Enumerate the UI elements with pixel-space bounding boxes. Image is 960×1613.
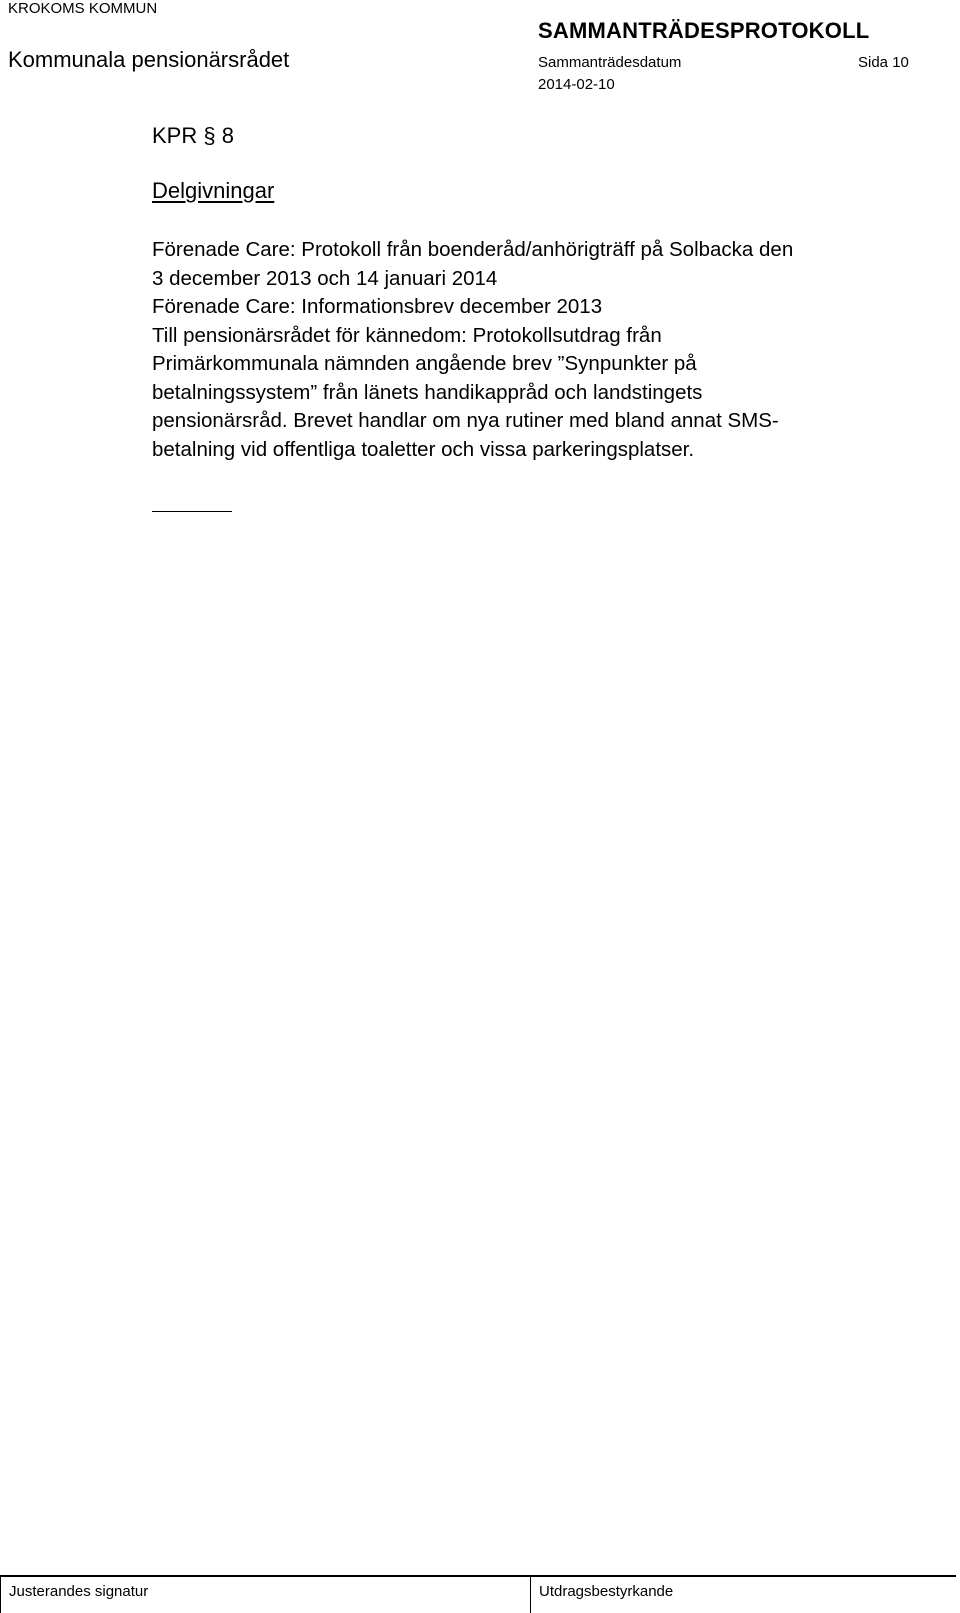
page-number: Sida 10 [858, 54, 909, 71]
body-line: pensionärsråd. Brevet handlar om nya rutiner med bland annat SMS- [152, 409, 779, 432]
signature-box [0, 1577, 531, 1613]
document-title: SAMMANTRÄDESPROTOKOLL [538, 18, 870, 43]
certification-box [530, 1577, 957, 1613]
body-line: betalningssystem” från länets handikappråd och landstingets [152, 380, 703, 404]
section-number: KPR § 8 [152, 123, 234, 148]
section-end-rule [152, 511, 232, 512]
meeting-date-label: Sammanträdesdatum [538, 54, 682, 71]
council-name: Kommunala pensionärsrådet [8, 47, 290, 72]
organization-name: KROKOMS KOMMUN [8, 0, 158, 17]
body-line: Förenade Care: Informationsbrev december 2013 [152, 295, 603, 318]
body-line: Primärkommunala nämnden angående brev ”Synpunkter på [152, 352, 697, 375]
page-footer [0, 1575, 956, 1613]
section-body [152, 236, 793, 464]
body-line: Till pensionärsrådet för kännedom: Protokollsutdrag från [152, 323, 662, 347]
meeting-date-value: 2014-02-10 [538, 76, 615, 93]
section-title: Delgivningar [152, 178, 275, 203]
body-line: 3 december 2013 och 14 januari 2014 [152, 266, 498, 290]
body-line: Förenade Care: Protokoll från boenderåd/anhörigträff på Solbacka den [152, 238, 794, 261]
signature-label: Justerandes signatur [9, 1583, 149, 1600]
certification-label: Utdragsbestyrkande [539, 1583, 674, 1600]
body-line: betalning vid offentliga toaletter och vissa parkeringsplatser. [152, 437, 695, 461]
